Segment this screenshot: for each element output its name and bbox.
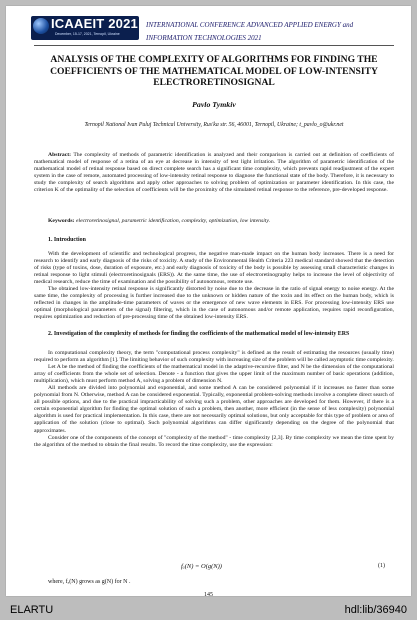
section-1-heading: 1. Introduction	[48, 237, 86, 243]
logo-subtitle: December, 15-17, 2021, Ternopil, Ukraine	[55, 32, 120, 36]
paragraph: The obtained low-intensity retinal response is significantly distorted by noise due to the decrease in the ratio of signal energy to noise energy. At the same time, the complexity of processing is further increased due to the unknown or hidden nature of the toxin and its effect on the human body, which is reflected in changes in the amplitude-time parameters of waves or the emergence of new wave elements in ERS. For processing low-intensity ERS use optimal (morphological parameters of the signal) filtering, which in the case of autonomous and/or remote application, requires rapid reconfiguration, requires optimization and reduction of pre-processing time of the obtained low-intensity ERS.	[34, 286, 394, 321]
conference-line-2: INFORMATION TECHNOLOGIES 2021	[146, 34, 262, 42]
page-number: 145	[204, 592, 213, 596]
page-header	[6, 6, 411, 42]
abstract	[34, 152, 394, 194]
section-2-heading: 2. Investigation of the complexity of methods for finding the coefficients of the mathematical model of low-intensity ERS	[48, 331, 350, 337]
paragraph: Let A be the method of finding the coefficients of the mathematical model in the adaptive-recursive filter, and N be the dimension of the computational array of coefficients from the whole set of selection. Denote - a function that gives the upper limit of the maximum number of basic operations (addition, multiplication), which must perform method A, solving a problem of dimension N.	[34, 364, 394, 385]
paper-author: Pavlo Tymkiv	[192, 100, 236, 109]
paper-page	[6, 6, 411, 596]
abstract-text: The complexity of methods of parametric identification is analyzed and their comparison is carried out at definition of coefficients of mathematical model of response of a retina of an eye at decrease in intensity of test light irritation. The algorithm of parametric identification of the mathematical model of retinal response based on direct complete search has a significant time complexity, which prevents rapid readjustment of the expert system in the case of remote, automated processing of low-intensity retinal response to diagnose the functional state of the body. Therefore, it is necessary to study the complexity of search algorithms and apply other approaches to solving problem of optimization or parameter identification. In this case, the criterion K of the optimality of the selection of coefficients will be the proximity of the simulated retinal response to the reference, pre-developed response.	[34, 152, 394, 194]
section-2-body	[34, 350, 394, 449]
keywords-text: electroretinosignal, parametric identification, complexity, optimization, low intensity.	[74, 218, 271, 224]
paragraph: Consider one of the components of the concept of "complexity of the method" - time complexity [2,3]. By time complexity we mean the time spent by the algorithm of the method to obtain the final results. To record the time complexity, use the expression:	[34, 434, 394, 448]
paragraph: All methods are divided into polynomial and exponential, and some method A can be considered polynomial if it increases no faster than some polynomial from N. Otherwise, method A can be considered exponential. Typically, exponential problem-solving methods involve a complete direct search of all possible options, and due to the practical impracticability of solving such a problem, other approaches are developed for them. However, if there is a certain exponential algorithm for finding the optimal solution of such a problem, then another, more efficient (in the sense of less complexity) polynomial algorithm is used for practical implementation. In this case, there are not necessarily optimal solutions, but only acceptable for this type of problem or area of application of the solution (close to optimal). Such polynomial algorithms can differ significantly depending on the degree of the polynomial that approximates.	[34, 385, 394, 434]
abstract-label: Abstract:	[48, 152, 72, 158]
equation-explanation: where, fₐ(N) grows as g(N) for N .	[48, 579, 131, 585]
keywords	[34, 218, 394, 225]
handle-id: hdl:lib/36940	[344, 604, 407, 616]
viewer-footer	[0, 600, 417, 620]
section-1-body	[34, 251, 394, 321]
paragraph: In computational complexity theory, the term "computational process complexity" is defined as the result of estimating the resources (usually time) required to perform an algorithm [1]. The limiting behavior of such complexity with increasing size of the problem will be called asymptotic time complexity.	[34, 350, 394, 364]
header-divider	[34, 45, 394, 46]
repository-name: ELARTU	[10, 604, 54, 616]
equation-1: fₐ(N) = O(g(N))	[181, 563, 222, 570]
paragraph: With the development of scientific and technological progress, the negative man-made impact on the human body increases. There is a need for research to identify and early diagnosis of the risks of toxicity. A study of the Environmental Health Criteria 223 medical standard showed that the detection of risks (type of toxins, dose, duration of exposure, etc.) and early diagnosis of toxicity of the body is possible by assessing small characteristic changes in retinal response to light stimuli (electroretinosignals (ERS)). At the same time, the use of electroretinography helps to increase the level of objectivity of medical research, reduce the time of examination and the possibility of autonomous, remote use.	[34, 251, 394, 286]
globe-icon	[33, 18, 49, 34]
keywords-label: Keywords:	[48, 218, 75, 224]
logo-name: ICAAEIT 2021	[51, 16, 138, 31]
paper-title: ANALYSIS OF THE COMPLEXITY OF ALGORITHMS FOR FINDING THE COEFFICIENTS OF THE MATHEMATICAL MODEL OF LOW-INTENSITY ELECTRORETINOSIGNAL	[50, 54, 378, 88]
conference-line-1: INTERNATIONAL CONFERENCE ADVANCED APPLIED ENERGY and	[146, 21, 354, 29]
equation-number: (1)	[378, 563, 385, 569]
conference-title	[146, 19, 406, 45]
author-affiliation: Ternopil National Ivan Puluj Technical University, Rus'ka str. 56, 46001, Ternopil, Ukraine; t_pavlo_o@ukr.net	[84, 122, 344, 128]
conference-logo	[31, 16, 139, 40]
